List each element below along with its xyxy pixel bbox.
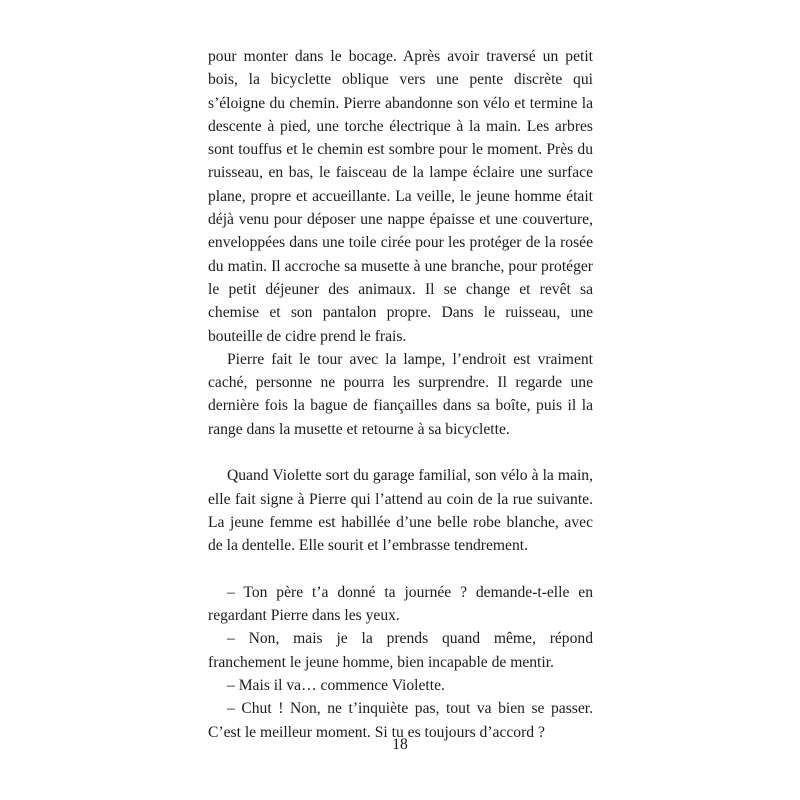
body-text	[208, 45, 593, 744]
paragraph-continuation: pour monter dans le bocage. Après avoir traversé un petit bois, la bicyclette oblique vers une pente discrète qui s’éloigne du chemin. Pierre abandonne son vélo et termine la descente à pied, une torche électrique à la main. Les arbres sont touffus et le chemin est sombre pour le moment. Près du ruisseau, en bas, le faisceau de la lampe éclaire une surface plane, propre et accueillante. La veille, le jeune homme était déjà venu pour déposer une nappe épaisse et une couverture, enveloppées dans une toile cirée pour les protéger de la rosée du matin. Il accroche sa musette à une branche, pour protéger le petit déjeuner des animaux. Il se change et revêt sa chemise et son pantalon propre. Dans le ruisseau, une bouteille de cidre prend le frais.	[208, 48, 593, 345]
dialogue-line: – Ton père t’a donné ta journée ? demande-t-elle en regardant Pierre dans les yeux.	[208, 583, 593, 625]
paragraph-violette: Quand Violette sort du garage familial, son vélo à la main, elle fait signe à Pierre qui l’attend au coin de la rue suivante. La jeune femme est habillée d’une belle robe blanche, avec de la dentelle. Elle sourit et l’embrasse tendrement.	[208, 467, 593, 555]
page-number: 18	[392, 736, 408, 753]
dialogue-line: – Non, mais je la prends quand même, répond franchement le jeune homme, bien incapable de mentir.	[208, 630, 593, 671]
section-break	[208, 558, 593, 581]
dialogue-line: – Mais il va… commence Violette.	[227, 677, 445, 695]
section-break	[208, 441, 593, 464]
paragraph-lamp: Pierre fait le tour avec la lampe, l’endroit est vraiment caché, personne ne pourra les surprendre. Il regarde une dernière fois la bague de fiançailles dans sa boîte, puis il la range dans la musette et retourne à sa bicyclette.	[208, 350, 593, 438]
dialogue-line: – Chut ! Non, ne t’inquiète pas, tout va bien se passer. C’est le meilleur moment. Si tu es toujours d’accord ?	[208, 700, 593, 741]
